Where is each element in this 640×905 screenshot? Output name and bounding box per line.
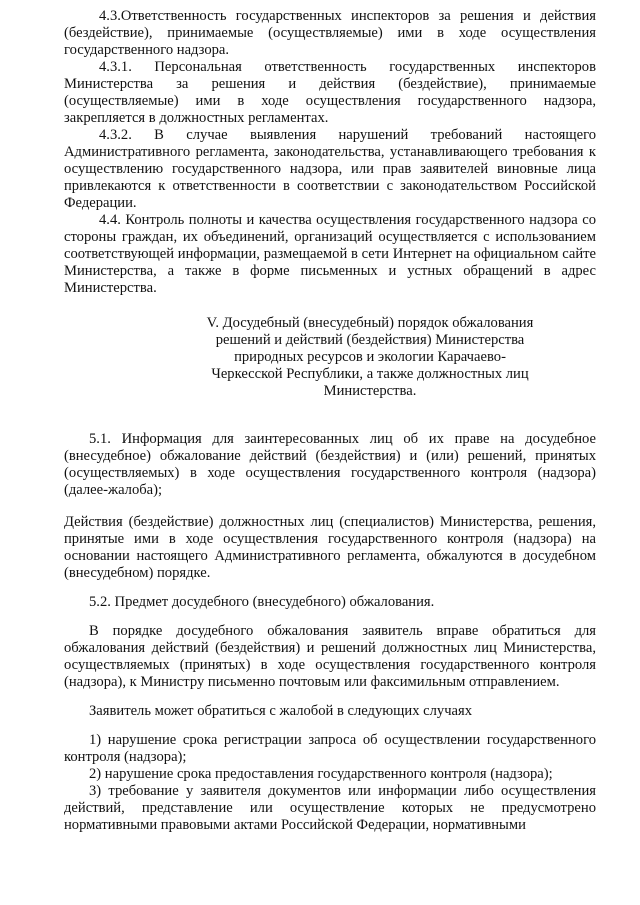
paragraph-procedure: В порядке досудебного обжалования заявитель вправе обратиться для обжалования действий (бездействия) и решений должностных лиц Министерства, осуществляемых (принятых) в ходе осуществления государственного контроля (надзора), к Министру письменно почтовым или факсимильным отправлением.	[64, 623, 596, 690]
paragraph-4-4: 4.4. Контроль полноты и качества осуществления государственного надзора со стороны граждан, их объединений, организаций осуществляется с использованием соответствующей информации, размещаемой в сети Интернет на официальном сайте Министерства, а также в форме письменных и устных обращений в адрес Министерства.	[64, 212, 596, 296]
heading-line: Черкесской Республики, а также должностных лиц	[211, 366, 529, 382]
paragraph-4-3-1: 4.3.1. Персональная ответственность государственных инспекторов Министерства за решения и действия (бездействие), принимаемые (осуществляемые) ими в ходе осуществления государственного надзора, закрепляется в должностных регламентах.	[64, 59, 596, 126]
heading-line: V. Досудебный (внесудебный) порядок обжалования	[206, 315, 534, 331]
paragraph-4-3-2: 4.3.2. В случае выявления нарушений требований настоящего Административного регламента, законодательства, устанавливающего требования к осуществлению государственного надзора, или прав заявителей виновные лица привлекаются к ответственности в соответствии с законодательством Российской Федерации.	[64, 127, 596, 211]
heading-line: решений и действий (бездействия) Министерства	[215, 332, 525, 348]
paragraph-actions: Действия (бездействие) должностных лиц (специалистов) Министерства, решения, принятые ими в ходе осуществления государственного контроля (надзора) на основании настоящего Административного регламента, обжалуются в досудебном (внесудебном) порядке.	[64, 514, 596, 581]
list-item-2: 2) нарушение срока предоставления государственного контроля (надзора);	[89, 766, 553, 782]
heading-line: Министерства.	[323, 383, 417, 399]
heading-line: природных ресурсов и экологии Карачаево-	[234, 349, 506, 365]
list-item-1: 1) нарушение срока регистрации запроса об осуществлении государственного контроля (надзора);	[64, 732, 596, 765]
paragraph-4-3: 4.3.Ответственность государственных инспекторов за решения и действия (бездействие), принимаемые (осуществляемые) ими в ходе осуществления государственного надзора.	[64, 8, 596, 58]
document-page	[64, 8, 596, 834]
paragraph-cases: Заявитель может обратиться с жалобой в следующих случаях	[89, 703, 473, 719]
list-item-3: 3) требование у заявителя документов или информации либо осуществления действий, представление или осуществление которых не предусмотрено нормативными правовыми актами Российской Федерации, нормативными	[64, 783, 596, 833]
paragraph-5-1: 5.1. Информация для заинтересованных лиц об их праве на досудебное (внесудебное) обжалование действий (бездействия) и (или) решений, принятых (осуществляемых) в ходе осуществления государственного контроля (надзора) (далее-жалоба);	[64, 431, 596, 498]
paragraph-5-2: 5.2. Предмет досудебного (внесудебного) обжалования.	[89, 594, 435, 610]
section-v-heading	[64, 315, 596, 400]
